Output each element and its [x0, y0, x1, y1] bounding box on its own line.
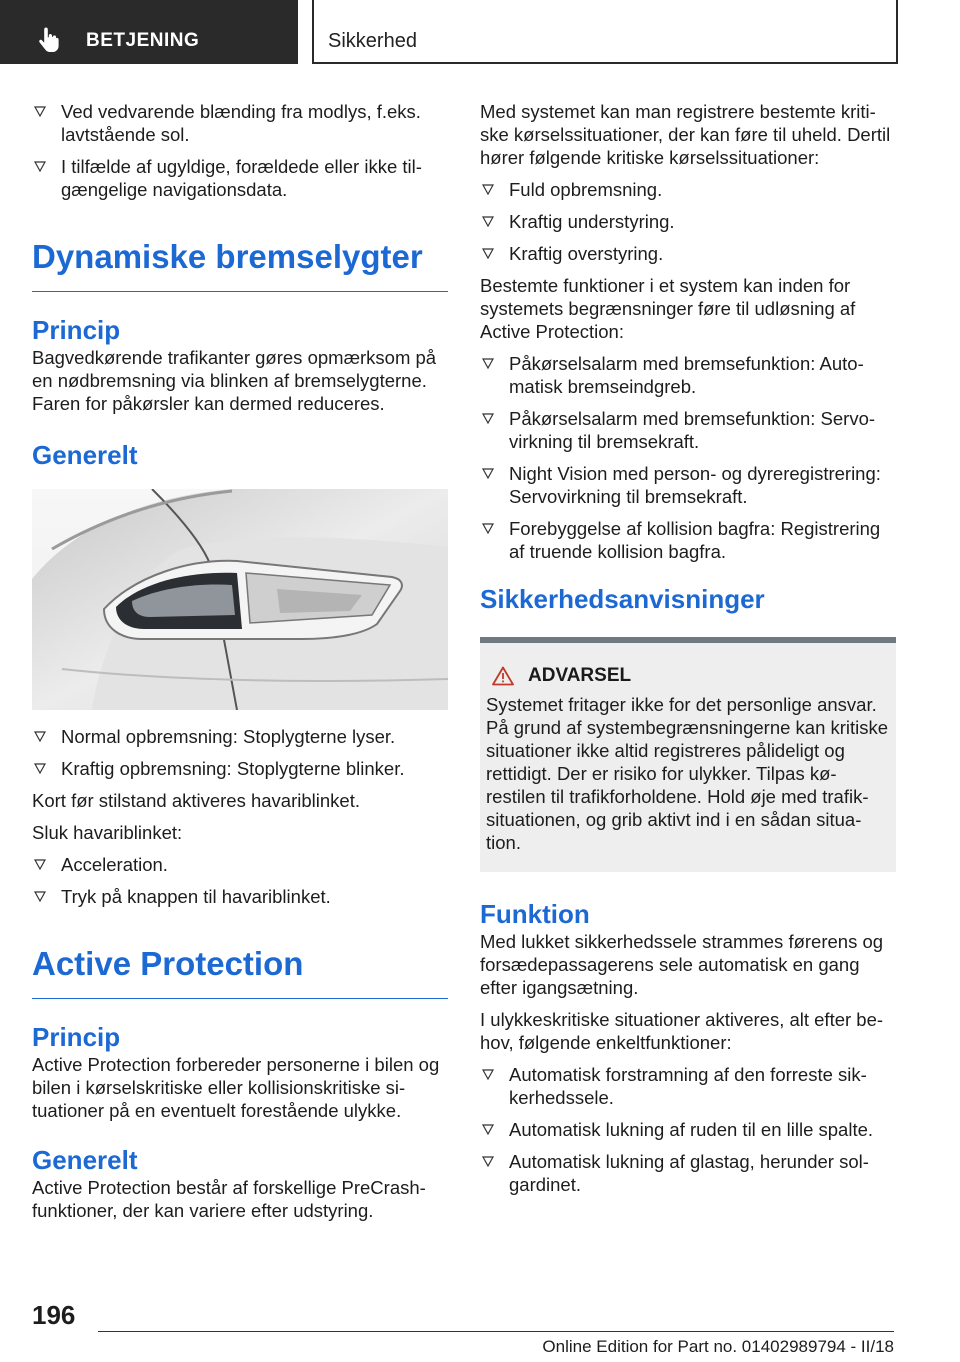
- list-item-text: Ved vedvarende blænding fra modlys, f.eks. lavtstående sol.: [61, 101, 421, 145]
- list-item: [32, 100, 448, 146]
- tail-light-illustration: [32, 489, 448, 710]
- warning-box: [480, 637, 896, 872]
- list-item: [32, 885, 448, 908]
- list-item-text: Normal opbremsning: Stoplygterne lyser.: [61, 726, 396, 747]
- list-item-text: Automatisk forstramning af den forreste sikkerhedssele.: [509, 1064, 867, 1108]
- footer-divider: [98, 1331, 894, 1332]
- list-item-text: Tryk på knappen til havariblinket.: [61, 886, 331, 907]
- right-column: [480, 100, 896, 1205]
- triangle-bullet-icon: [34, 106, 46, 117]
- situations-list: [480, 178, 896, 265]
- list-item-text: Fuld opbremsning.: [509, 179, 663, 200]
- triangle-bullet-icon: [482, 523, 494, 534]
- list-item-text: Automatisk lukning af ruden til en lille spalte.: [509, 1119, 874, 1140]
- triangle-bullet-icon: [482, 1156, 494, 1167]
- chapter-label: Sikkerhed: [328, 30, 417, 52]
- ap-generelt-text: Active Protection består af forskellige PreCrash-funktioner, der kan variere efter udstyring.: [32, 1177, 426, 1221]
- list-item-text: Påkørselsalarm med bremsefunktion: Automatisk bremseindgreb.: [509, 353, 864, 397]
- list-item-text: Forebyggelse af kollision bagfra: Registrering af truende kollision bagfra.: [509, 518, 881, 562]
- triangle-bullet-icon: [34, 161, 46, 172]
- list-item: [32, 725, 448, 748]
- functions-list: [480, 352, 896, 563]
- list-item: [480, 1118, 896, 1141]
- triangle-bullet-icon: [482, 358, 494, 369]
- list-item-text: Acceleration.: [61, 854, 168, 875]
- list-item-text: Påkørselsalarm med bremsefunktion: Servovirkning til bremsekraft.: [509, 408, 876, 452]
- list-item-text: Automatisk lukning af glastag, herunder solgardinet.: [509, 1151, 869, 1195]
- list-item: [480, 1063, 896, 1109]
- heading-ap-generelt: Generelt: [32, 1145, 138, 1175]
- triangle-bullet-icon: [34, 731, 46, 742]
- section-tab: [0, 0, 298, 64]
- intro-list: [32, 100, 448, 201]
- triangle-bullet-icon: [482, 1069, 494, 1080]
- page-number: 196: [32, 1300, 76, 1330]
- hand-pointer-icon: [38, 26, 60, 52]
- funktion-list: [480, 1063, 896, 1196]
- heading-active-protection: Active Protection: [32, 944, 448, 999]
- triangle-bullet-icon: [482, 248, 494, 259]
- edition-note: Online Edition for Part no. 01402989794 - II/18: [542, 1337, 894, 1356]
- intro-text: Med systemet kan man registrere bestemte kritiske kørselssituationer, der kan føre til uheld. Dertil hører følgende kritiske kørselssituationer:: [480, 101, 891, 168]
- triangle-bullet-icon: [34, 859, 46, 870]
- heading-dynamic-brake-lights: Dynamiske bremselygter: [32, 237, 448, 292]
- triangle-bullet-icon: [34, 763, 46, 774]
- list-item-text: Kraftig overstyring.: [509, 243, 664, 264]
- funktion-text-1: Med lukket sikkerhedssele strammes førerens og forsædepassagerens sele automatisk en gang efter igangsætning.: [480, 931, 884, 998]
- heading-ap-princip: Princip: [32, 1022, 121, 1052]
- list-item-text: Night Vision med person- og dyreregistrering: Servovirkning til bremsekraft.: [509, 463, 881, 507]
- sluk-list: [32, 853, 448, 908]
- triangle-bullet-icon: [482, 1124, 494, 1135]
- chapter-tab: [312, 0, 898, 64]
- heading-generelt: Generelt: [32, 440, 138, 470]
- list-item: [480, 1150, 896, 1196]
- section-label: BETJENING: [86, 30, 200, 51]
- list-item-text: I tilfælde af ugyldige, forældede eller ikke tilgængelige navigationsdata.: [61, 156, 422, 200]
- list-item: [32, 757, 448, 780]
- list-item: [480, 242, 896, 265]
- list-item: [480, 352, 896, 398]
- list-item: [480, 517, 896, 563]
- heading-princip: Princip: [32, 315, 121, 345]
- warning-text: Systemet fritager ikke for det personlige ansvar. På grund af systembegrænsningerne kan kritiske situationer ikke altid registreres pålideligt og rettidigt. Der er risiko for ulykker. Tilpas kørestilen til trafikforholdene. Hold øje med trafiksituationen, og grib aktivt ind i en sådan situation.: [486, 694, 889, 853]
- warning-header: [492, 665, 890, 687]
- list-item: [480, 407, 896, 453]
- havari-text: Kort før stilstand aktiveres havariblinket.: [32, 790, 360, 811]
- heading-funktion: Funktion: [480, 899, 590, 929]
- brake-list: [32, 725, 448, 780]
- princip-text: Bagvedkørende trafikanter gøres opmærksom på en nødbremsning via blinken af bremselygterne. Faren for påkørsler kan dermed reduceres.: [32, 347, 437, 414]
- list-item: [480, 462, 896, 508]
- triangle-bullet-icon: [34, 891, 46, 902]
- ap-princip-text: Active Protection forbereder personerne i bilen og bilen i kørselskritiske eller kollisionskritiske situationer på en eventuelt forestående ulykke.: [32, 1054, 440, 1121]
- warning-triangle-icon: [492, 666, 514, 686]
- list-item: [32, 155, 448, 201]
- list-item: [480, 210, 896, 233]
- triangle-bullet-icon: [482, 184, 494, 195]
- triangle-bullet-icon: [482, 216, 494, 227]
- triangle-bullet-icon: [482, 468, 494, 479]
- left-column: [32, 100, 448, 1222]
- list-item: [32, 853, 448, 876]
- list-item-text: Kraftig understyring.: [509, 211, 675, 232]
- heading-safety: Sikkerhedsanvisninger: [480, 584, 765, 614]
- sluk-text: Sluk havariblinket:: [32, 822, 183, 843]
- limits-text: Bestemte funktioner i et system kan inden for systemets begrænsninger føre til udløsning af Active Protection:: [480, 275, 856, 342]
- funktion-text-2: I ulykkeskritiske situationer aktiveres, alt efter behov, følgende enkeltfunktioner:: [480, 1009, 884, 1053]
- warning-title: ADVARSEL: [528, 665, 632, 686]
- list-item: [480, 178, 896, 201]
- list-item-text: Kraftig opbremsning: Stoplygterne blinker.: [61, 758, 405, 779]
- triangle-bullet-icon: [482, 413, 494, 424]
